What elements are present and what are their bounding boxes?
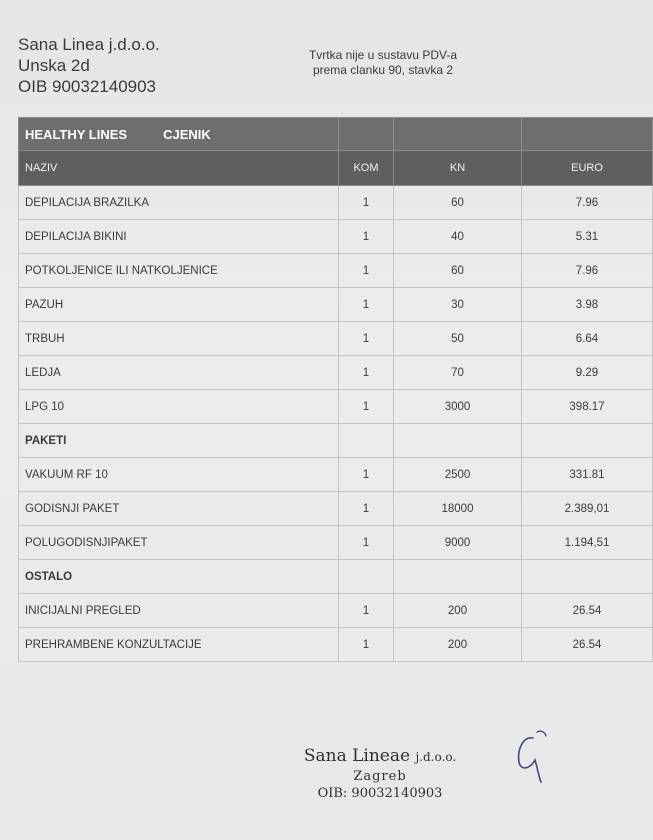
cell-euro: 6.64 [522, 322, 653, 356]
table-row [19, 220, 653, 254]
cell-kom: 1 [339, 288, 394, 322]
table-row [19, 594, 653, 628]
section-label: PAKETI [19, 424, 339, 458]
column-header-kn: KN [394, 151, 522, 186]
cell-kn: 3000 [394, 390, 522, 424]
cell-euro: 1.194,51 [522, 526, 653, 560]
table-title-left: HEALTHY LINES [25, 126, 128, 142]
cell-kn: 200 [394, 628, 522, 662]
table-title-row [19, 118, 653, 151]
cell-euro: 7.96 [522, 254, 653, 288]
price-list [18, 117, 652, 662]
vat-note [288, 48, 478, 78]
table-row [19, 356, 653, 390]
cell-euro: 2.389,01 [522, 492, 653, 526]
cell-euro: 26.54 [522, 594, 653, 628]
company-name: Sana Linea j.d.o.o. [18, 35, 160, 54]
cell-euro: 3.98 [522, 288, 653, 322]
cell-kom: 1 [339, 322, 394, 356]
table-row [19, 458, 653, 492]
cell-kom: 1 [339, 220, 394, 254]
table-header-row [19, 151, 653, 186]
cell-naziv: LPG 10 [19, 390, 339, 424]
price-table [18, 117, 653, 662]
cell-kom: 1 [339, 254, 394, 288]
company-oib: OIB 90032140903 [18, 77, 157, 96]
cell-euro: 9.29 [522, 356, 653, 390]
company-street: Unska 2d [18, 56, 90, 75]
signature-mark [505, 724, 565, 784]
section-label: OSTALO [19, 560, 339, 594]
table-row [19, 186, 653, 220]
table-row [19, 390, 653, 424]
cell-kn: 50 [394, 322, 522, 356]
cell-naziv: TRBUH [19, 322, 339, 356]
stamp-suffix: j.d.o.o. [415, 750, 457, 764]
cell-naziv: DEPILACIJA BIKINI [19, 220, 339, 254]
cell-euro: 5.31 [522, 220, 653, 254]
cell-kn: 200 [394, 594, 522, 628]
cell-kn: 60 [394, 186, 522, 220]
cell-kom: 1 [339, 492, 394, 526]
section-row [19, 560, 653, 594]
cell-kom: 1 [339, 186, 394, 220]
stamp-city: Zagreb [353, 769, 407, 784]
table-row [19, 526, 653, 560]
cell-naziv: POLUGODISNJIPAKET [19, 526, 339, 560]
cell-euro: 331.81 [522, 458, 653, 492]
cell-kom: 1 [339, 594, 394, 628]
table-row [19, 254, 653, 288]
cell-kom: 1 [339, 458, 394, 492]
cell-kom: 1 [339, 526, 394, 560]
cell-naziv: DEPILACIJA BRAZILKA [19, 186, 339, 220]
cell-euro: 398.17 [522, 390, 653, 424]
cell-kn: 70 [394, 356, 522, 390]
column-header-euro: EURO [522, 151, 653, 186]
cell-naziv: LEDJA [19, 356, 339, 390]
vat-note-line-2: prema clanku 90, stavka 2 [312, 63, 454, 77]
cell-naziv: GODISNJI PAKET [19, 492, 339, 526]
cell-euro: 7.96 [522, 186, 653, 220]
stamp-name: Sana Lineae [303, 746, 411, 766]
cell-kn: 40 [394, 220, 522, 254]
cell-kom: 1 [339, 628, 394, 662]
table-row [19, 288, 653, 322]
cell-kn: 60 [394, 254, 522, 288]
column-header-naziv: NAZIV [19, 151, 339, 186]
company-header [18, 34, 160, 97]
cell-naziv: PAZUH [19, 288, 339, 322]
cell-kn: 30 [394, 288, 522, 322]
table-row [19, 628, 653, 662]
cell-kn: 18000 [394, 492, 522, 526]
cell-kn: 9000 [394, 526, 522, 560]
company-stamp [280, 745, 480, 802]
table-title-cell [19, 118, 339, 151]
table-row [19, 322, 653, 356]
vat-note-line-1: Tvrtka nije u sustavu PDV-a [308, 48, 458, 62]
section-row [19, 424, 653, 458]
cell-kom: 1 [339, 356, 394, 390]
cell-euro: 26.54 [522, 628, 653, 662]
cell-naziv: POTKOLJENICE ILI NATKOLJENICE [19, 254, 339, 288]
stamp-oib: OIB: 90032140903 [317, 786, 443, 801]
cell-naziv: PREHRAMBENE KONZULTACIJE [19, 628, 339, 662]
table-title-right: CJENIK [163, 126, 211, 142]
table-row [19, 492, 653, 526]
column-header-kom: KOM [339, 151, 394, 186]
cell-naziv: INICIJALNI PREGLED [19, 594, 339, 628]
cell-kn: 2500 [394, 458, 522, 492]
cell-naziv: VAKUUM RF 10 [19, 458, 339, 492]
cell-kom: 1 [339, 390, 394, 424]
